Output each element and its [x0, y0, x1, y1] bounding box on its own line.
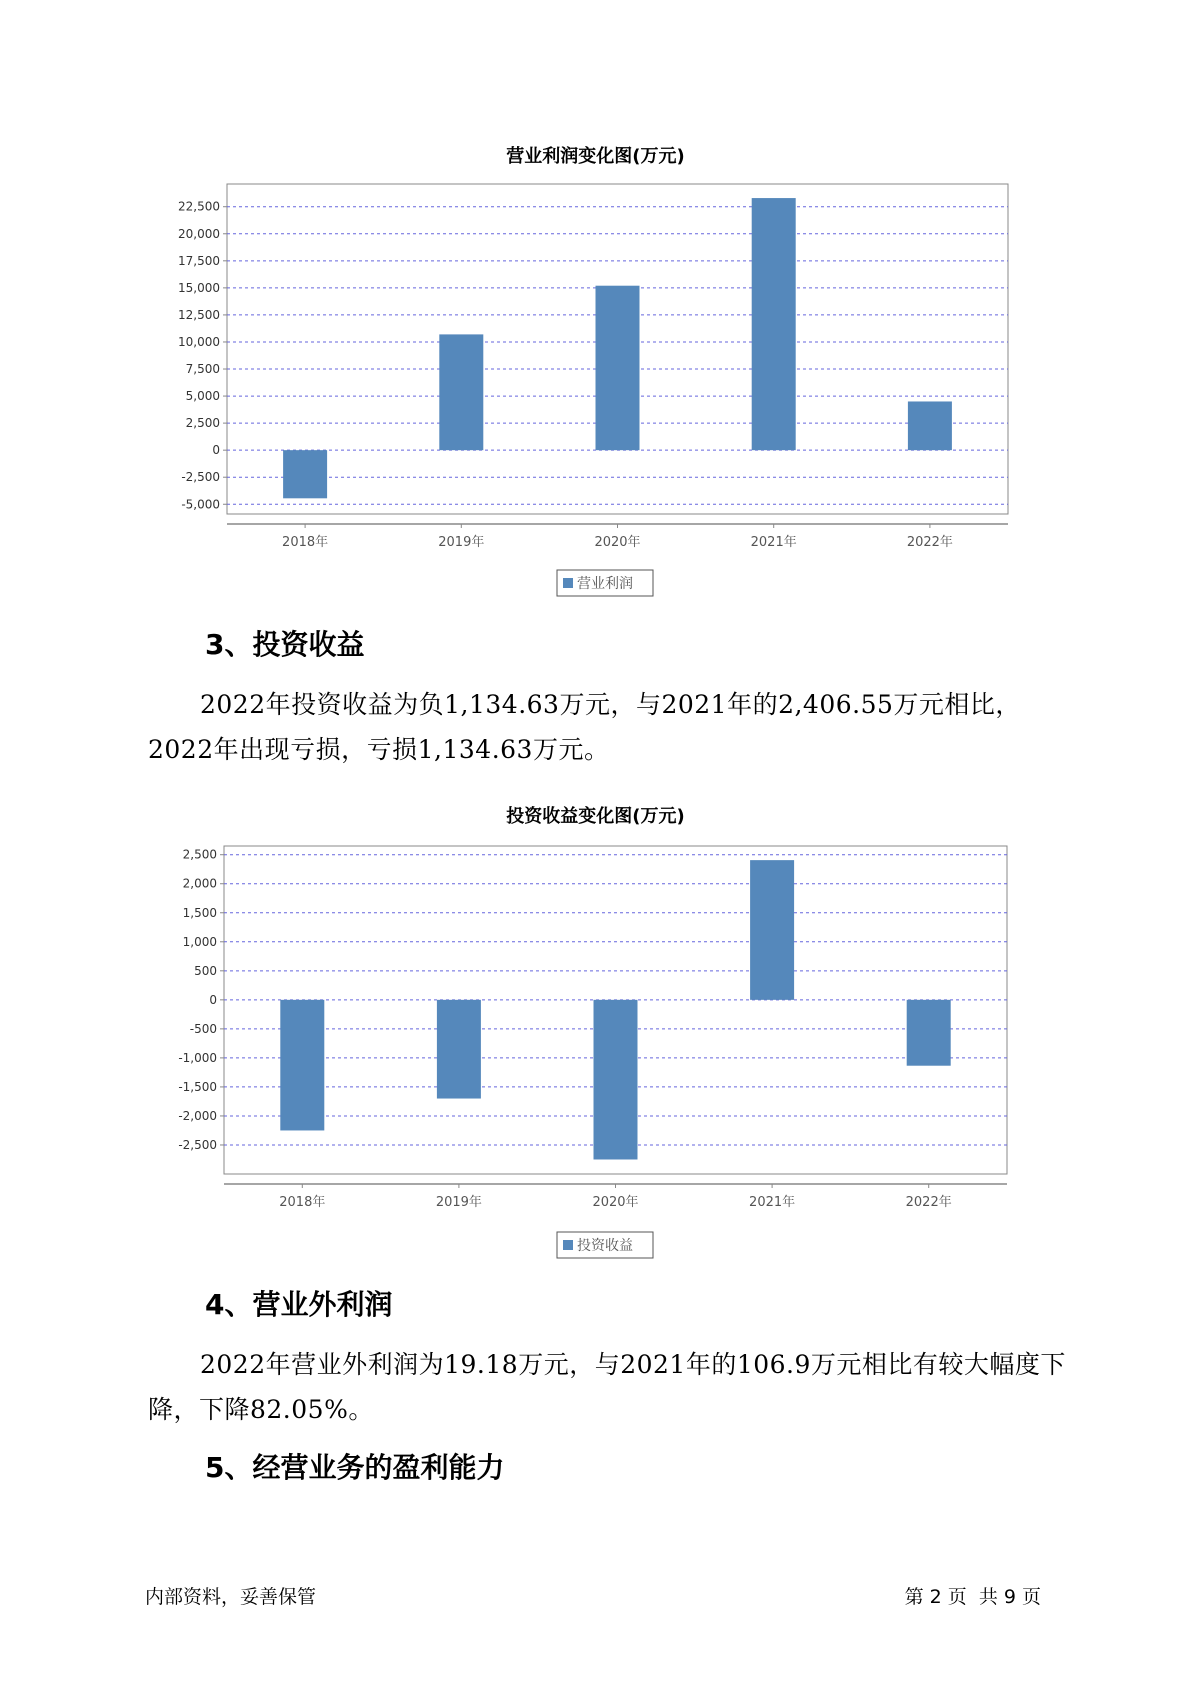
y-tick-label: 1,500	[182, 905, 217, 920]
x-tick-label: 2020年	[592, 1195, 639, 1210]
y-tick-label: 7,500	[185, 362, 220, 377]
x-tick-label: 2020年	[594, 535, 641, 550]
section-4-heading: 4、营业外利润	[205, 1288, 393, 1321]
section-3-paragraph: 2022年投资收益为负1,134.63万元，与2021年的2,406.55万元相比，2022年出现亏损，亏损1,134.63万元。	[148, 690, 1021, 764]
bar-2019年	[437, 1000, 481, 1099]
bar-2022年	[907, 1000, 951, 1066]
y-tick-label: 15,000	[178, 280, 220, 295]
legend	[557, 570, 653, 596]
x-tick-label: 2022年	[905, 1195, 952, 1210]
y-tick-label: 0	[212, 443, 220, 458]
x-tick-label: 2019年	[438, 535, 485, 550]
bar-2021年	[752, 198, 796, 450]
y-tick-label: -1,000	[178, 1050, 217, 1065]
y-tick-label: 17,500	[178, 253, 220, 268]
y-tick-label: -2,000	[178, 1108, 217, 1123]
y-tick-label: -2,500	[181, 470, 220, 485]
legend-swatch	[563, 578, 573, 588]
footer-page-number: 第 2 页 共 9 页	[904, 1586, 1041, 1608]
bar-2018年	[280, 1000, 324, 1131]
legend	[557, 1232, 653, 1258]
y-tick-label: 10,000	[178, 334, 220, 349]
y-tick-label: 5,000	[185, 389, 220, 404]
legend-label: 营业利润	[577, 576, 633, 592]
section-3-heading: 3、投资收益	[205, 628, 365, 661]
bar-2022年	[908, 401, 952, 450]
chart-title-investment-income: 投资收益变化图(万元)	[506, 806, 685, 827]
y-tick-label: 22,500	[178, 199, 220, 214]
y-tick-label: 0	[209, 992, 217, 1007]
x-tick-label: 2021年	[750, 535, 797, 550]
investment-income-chart	[0, 840, 1191, 1260]
y-tick-label: 1,000	[182, 934, 217, 949]
y-tick-label: 2,500	[185, 416, 220, 431]
legend-swatch	[563, 1240, 573, 1250]
bar-2020年	[596, 286, 640, 450]
y-tick-label: -1,500	[178, 1079, 217, 1094]
x-tick-label: 2022年	[906, 535, 953, 550]
bar-2019年	[439, 334, 483, 450]
x-tick-label: 2018年	[279, 1195, 326, 1210]
section-5-heading: 5、经营业务的盈利能力	[205, 1451, 505, 1484]
section-4-paragraph: 2022年营业外利润为19.18万元，与2021年的106.9万元相比有较大幅度下降，下降82.05%。	[148, 1350, 1066, 1424]
bar-2020年	[594, 1000, 638, 1160]
y-tick-label: 20,000	[178, 226, 220, 241]
y-tick-label: 500	[194, 963, 217, 978]
operating-profit-chart	[0, 180, 1191, 600]
x-tick-label: 2019年	[435, 1195, 482, 1210]
x-tick-label: 2018年	[282, 535, 329, 550]
legend-label: 投资收益	[577, 1238, 633, 1254]
y-tick-label: -2,500	[178, 1137, 217, 1152]
bar-2021年	[750, 860, 794, 1000]
y-tick-label: 2,500	[182, 847, 217, 862]
y-tick-label: 2,000	[182, 876, 217, 891]
x-tick-label: 2021年	[749, 1195, 796, 1210]
bar-2018年	[283, 450, 327, 498]
y-tick-label: -500	[189, 1021, 217, 1036]
chart-title-operating-profit: 营业利润变化图(万元)	[506, 146, 685, 167]
y-tick-label: -5,000	[181, 497, 220, 512]
y-tick-label: 12,500	[178, 307, 220, 322]
footer-confidential-note: 内部资料，妥善保管	[145, 1586, 317, 1608]
